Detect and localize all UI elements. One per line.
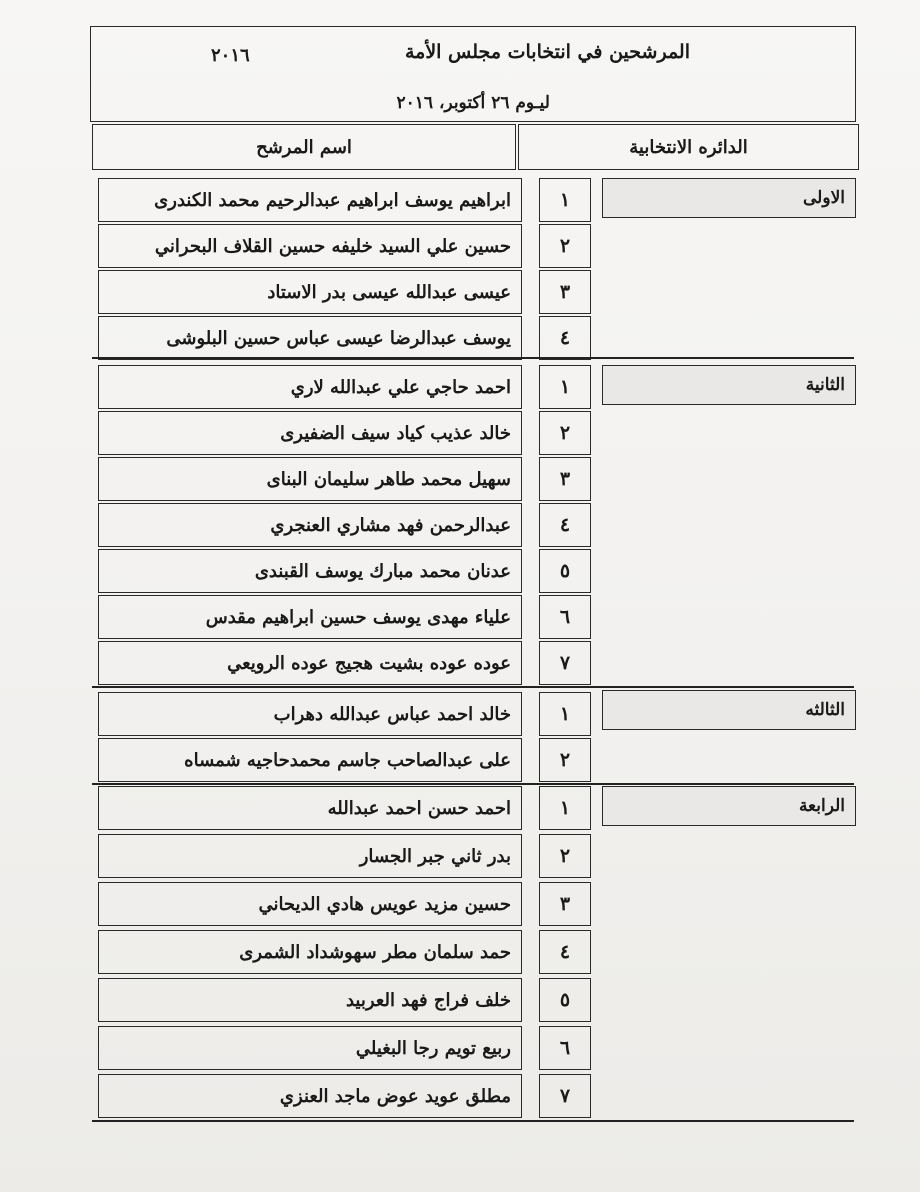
candidate-name: عيسى عبدالله عيسى بدر الاستاد bbox=[98, 270, 522, 314]
candidate-number: ١ bbox=[539, 365, 591, 409]
candidate-name: حسين علي السيد خليفه حسين القلاف البحراني bbox=[98, 224, 522, 268]
candidate-number: ١ bbox=[539, 786, 591, 830]
candidate-number: ٢ bbox=[539, 834, 591, 878]
district-divider bbox=[92, 1120, 854, 1122]
candidate-name: احمد حسن احمد عبدالله bbox=[98, 786, 522, 830]
candidate-number: ٣ bbox=[539, 882, 591, 926]
candidate-number: ٢ bbox=[539, 738, 591, 782]
candidate-name: خالد احمد عباس عبدالله دهراب bbox=[98, 692, 522, 736]
candidate-name: يوسف عبدالرضا عيسى عباس حسين البلوشى bbox=[98, 316, 522, 360]
district-label: الرابعة bbox=[602, 786, 856, 826]
candidate-name: على عبدالصاحب جاسم محمدحاجيه شمساه bbox=[98, 738, 522, 782]
candidate-name: خلف فراج فهد العربيد bbox=[98, 978, 522, 1022]
candidate-number: ٣ bbox=[539, 457, 591, 501]
candidate-number: ٧ bbox=[539, 1074, 591, 1118]
column-header-candidate-name: اسم المرشح bbox=[92, 124, 516, 170]
candidate-number: ٥ bbox=[539, 978, 591, 1022]
document-title: المرشحين في انتخابات مجلس الأمة bbox=[404, 41, 690, 63]
election-date: ليـوم ٢٦ أكتوبر، ٢٠١٦ bbox=[396, 93, 550, 113]
candidate-name: عبدالرحمن فهد مشاري العنجري bbox=[98, 503, 522, 547]
candidate-number: ٧ bbox=[539, 641, 591, 685]
candidate-name: ابراهيم يوسف ابراهيم عبدالرحيم محمد الكندرى bbox=[98, 178, 522, 222]
candidate-name: عوده عوده بشيت هجيج عوده الرويعي bbox=[98, 641, 522, 685]
candidate-name: حسين مزيد عويس هادي الديحاني bbox=[98, 882, 522, 926]
candidate-number: ٤ bbox=[539, 930, 591, 974]
column-header-district: الدائره الانتخابية bbox=[518, 124, 859, 170]
candidate-name: علياء مهدى يوسف حسين ابراهيم مقدس bbox=[98, 595, 522, 639]
election-year: ٢٠١٦ bbox=[211, 45, 250, 66]
candidate-number: ٦ bbox=[539, 1026, 591, 1070]
candidate-name: عدنان محمد مبارك يوسف القبندى bbox=[98, 549, 522, 593]
candidate-number: ١ bbox=[539, 178, 591, 222]
district-divider bbox=[92, 686, 854, 688]
district-label: الاولى bbox=[602, 178, 856, 218]
candidate-name: خالد عذيب كياد سيف الضفيرى bbox=[98, 411, 522, 455]
district-label: الثالثه bbox=[602, 690, 856, 730]
candidate-name: ربيع تويم رجا البغيلي bbox=[98, 1026, 522, 1070]
district-divider bbox=[92, 783, 854, 785]
candidate-number: ٥ bbox=[539, 549, 591, 593]
candidate-name: حمد سلمان مطر سهوشداد الشمرى bbox=[98, 930, 522, 974]
candidate-number: ٤ bbox=[539, 316, 591, 360]
candidate-number: ٣ bbox=[539, 270, 591, 314]
candidate-name: سهيل محمد طاهر سليمان البناى bbox=[98, 457, 522, 501]
district-divider bbox=[92, 357, 854, 359]
candidate-number: ١ bbox=[539, 692, 591, 736]
candidate-number: ٢ bbox=[539, 411, 591, 455]
candidate-number: ٢ bbox=[539, 224, 591, 268]
candidate-name: بدر ثاني جبر الجسار bbox=[98, 834, 522, 878]
title-block bbox=[90, 26, 856, 122]
district-label: الثانية bbox=[602, 365, 856, 405]
candidate-number: ٤ bbox=[539, 503, 591, 547]
candidate-number: ٦ bbox=[539, 595, 591, 639]
candidate-name: مطلق عويد عوض ماجد العنزي bbox=[98, 1074, 522, 1118]
candidate-name: احمد حاجي علي عبدالله لاري bbox=[98, 365, 522, 409]
